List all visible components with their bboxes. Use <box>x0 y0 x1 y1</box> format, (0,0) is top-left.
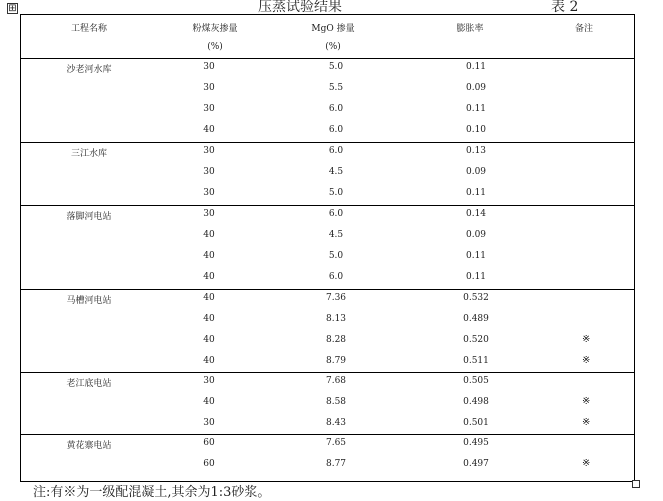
table-number: 表 2 <box>551 0 579 15</box>
cell-flyash: 40 <box>203 397 215 407</box>
cell-expansion: 0.09 <box>465 167 487 177</box>
cell-expansion: 0.497 <box>463 459 489 469</box>
cell-mgo: 6.0 <box>328 272 344 282</box>
cell-mgo: 6.0 <box>328 125 344 135</box>
document-title: 压蒸试验结果 <box>258 0 342 15</box>
cell-flyash: 40 <box>203 314 215 324</box>
cell-mgo: 7.65 <box>325 438 347 448</box>
cell-flyash: 40 <box>203 293 215 303</box>
cell-remark-mark: ※ <box>582 334 591 345</box>
cell-expansion: 0.11 <box>465 251 487 261</box>
cell-remark-mark: ※ <box>582 355 591 366</box>
cell-expansion: 0.09 <box>465 230 487 240</box>
cell-expansion: 0.520 <box>463 335 489 345</box>
cell-mgo: 5.0 <box>328 251 344 261</box>
cell-expansion: 0.11 <box>465 188 487 198</box>
group-divider <box>20 289 635 290</box>
footnote: 注:有※为一级配混凝土,其余为1:3砂浆。 <box>33 485 271 500</box>
cell-flyash: 30 <box>203 188 215 198</box>
cell-flyash: 30 <box>203 146 215 156</box>
cell-flyash: 40 <box>203 356 215 366</box>
cell-mgo: 5.5 <box>328 83 344 93</box>
header-flyash-content: 粉煤灰掺量 <box>192 24 238 34</box>
cell-expansion: 0.501 <box>463 418 489 428</box>
cell-expansion: 0.532 <box>463 293 489 303</box>
group-project-name: 落脚河电站 <box>66 212 112 222</box>
cell-expansion: 0.11 <box>465 272 487 282</box>
group-divider <box>20 372 635 373</box>
cell-expansion: 0.13 <box>465 146 487 156</box>
group-divider <box>20 205 635 206</box>
cell-expansion: 0.09 <box>465 83 487 93</box>
cell-flyash: 40 <box>203 125 215 135</box>
cell-mgo: 7.68 <box>325 376 347 386</box>
header-mgo-unit: (%) <box>325 42 341 52</box>
cell-flyash: 30 <box>203 62 215 72</box>
cell-mgo: 8.13 <box>325 314 347 324</box>
cell-mgo: 6.0 <box>328 104 344 114</box>
cell-flyash: 30 <box>203 376 215 386</box>
table-resize-handle-icon[interactable] <box>632 480 640 488</box>
cell-flyash: 30 <box>203 418 215 428</box>
cell-mgo: 6.0 <box>328 146 344 156</box>
cell-flyash: 40 <box>203 251 215 261</box>
header-expansion-rate: 膨胀率 <box>456 24 484 34</box>
table-move-handle-icon[interactable]: ⊞ <box>8 3 17 14</box>
group-divider <box>20 434 635 435</box>
cell-mgo: 4.5 <box>328 230 344 240</box>
cell-remark-mark: ※ <box>582 458 591 469</box>
cell-flyash: 60 <box>203 438 215 448</box>
cell-expansion: 0.489 <box>463 314 489 324</box>
cell-mgo: 7.36 <box>325 293 347 303</box>
cell-remark-mark: ※ <box>582 417 591 428</box>
cell-mgo: 5.0 <box>328 62 344 72</box>
cell-expansion: 0.10 <box>465 125 487 135</box>
cell-expansion: 0.14 <box>465 209 487 219</box>
results-table <box>20 14 635 482</box>
header-project-name: 工程名称 <box>70 24 108 34</box>
cell-mgo: 4.5 <box>328 167 344 177</box>
header-divider <box>20 58 635 59</box>
cell-expansion: 0.495 <box>463 438 489 448</box>
cell-flyash: 30 <box>203 83 215 93</box>
group-divider <box>20 142 635 143</box>
cell-mgo: 5.0 <box>328 188 344 198</box>
cell-remark-mark: ※ <box>582 396 591 407</box>
cell-flyash: 40 <box>203 272 215 282</box>
header-flyash-unit: (%) <box>207 42 223 52</box>
group-project-name: 三江水库 <box>70 149 108 159</box>
cell-mgo: 8.77 <box>325 459 347 469</box>
cell-flyash: 30 <box>203 167 215 177</box>
cell-expansion: 0.11 <box>465 62 487 72</box>
cell-flyash: 60 <box>203 459 215 469</box>
cell-mgo: 8.58 <box>325 397 347 407</box>
cell-flyash: 30 <box>203 209 215 219</box>
header-remark: 备注 <box>574 24 594 34</box>
group-project-name: 老江底电站 <box>66 379 112 389</box>
group-project-name: 沙老河水库 <box>66 65 112 75</box>
cell-mgo: 8.79 <box>325 356 347 366</box>
cell-expansion: 0.511 <box>463 356 489 366</box>
cell-mgo: 8.43 <box>325 418 347 428</box>
cell-flyash: 40 <box>203 230 215 240</box>
cell-flyash: 30 <box>203 104 215 114</box>
header-mgo-content: MgO 掺量 <box>311 24 355 34</box>
group-project-name: 马槽河电站 <box>66 296 112 306</box>
cell-mgo: 8.28 <box>325 335 347 345</box>
cell-mgo: 6.0 <box>328 209 344 219</box>
cell-expansion: 0.505 <box>463 376 489 386</box>
group-project-name: 黄花寨电站 <box>66 441 112 451</box>
cell-flyash: 40 <box>203 335 215 345</box>
cell-expansion: 0.498 <box>463 397 489 407</box>
cell-expansion: 0.11 <box>465 104 487 114</box>
